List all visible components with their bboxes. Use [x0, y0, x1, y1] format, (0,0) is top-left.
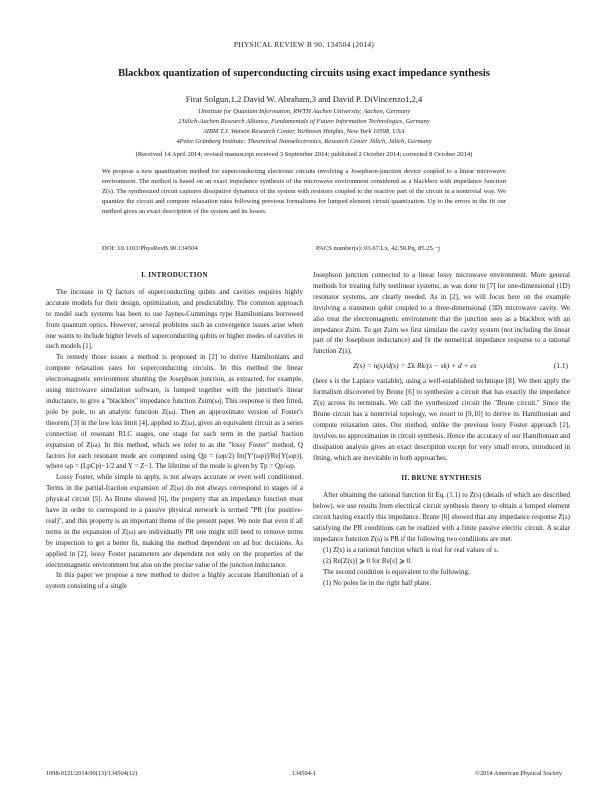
- affiliation-3: 3IBM T.J. Watson Research Center, Yorktown Heights, New York 10598, USA: [203, 128, 405, 135]
- pr-condition-2: (2) Re[Z(s)] ⩾ 0 for Re[s] ⩾ 0.: [323, 556, 412, 565]
- right-column: [313, 270, 570, 588]
- pr-condition-equivalence: The second condition is equivalent to the following.: [323, 567, 470, 576]
- footer-copyright: ©2014 American Physical Society: [475, 770, 562, 777]
- abstract: We propose a new quantization method for superconducting electronic circuits involving a Josephson-junction device coupled to a linear microwave environment. The method is based on an exact impedance synthesis of the microwave environment considered as a blackbox with impedance function Z(s). The synthesized circuit captures dissipative dynamics of the system with resistors coupled to the reactive part of the circuit in a nontrivial way. We quantize the circuit and compute relaxation rates following previous formalisms for lumped element circuit quantization. Up to the errors in the fit our method gives an exact description of the system and its losses.: [102, 168, 506, 215]
- page-number: 134504-1: [291, 770, 317, 777]
- received-dates: (Received 14 April 2014; revised manuscript received 3 September 2014; published 2 October 2014; corrected 8 October 2014): [135, 151, 473, 158]
- intro-paragraph-continued: Josephson junction connected to a linear lossy microwave environment. More general methods for treating fully nonlinear systems, as was done in [7] for one-dimensional (1D) resonator systems, are clearly needed. As in [2], we will focus here on the example involving a transmon qubit coupled to a three-dimensional (3D) microwave cavity. We also treat the electromagnetic environment that the junction sees as a blackbox with an impedance Zsim. To get Zsim we first simulate the cavity system (not including the linear part of the Josephson inductance) and fit the numerical impedance response to a rational function Z(s),: [313, 271, 570, 356]
- equation-number: (1.1): [553, 361, 568, 371]
- intro-paragraph-2: To remedy those issues a method is proposed in [2] to derive Hamiltonians and compute relaxation rates for superconducting circuits. In this method the linear electromagnetic environment shunting the Josephson junction, as extracted, for example, using microwave simulation software, is lumped together with the junction's linear inductance, to give a "blackbox" impedance function Zsim(ω). This response is then fitted, pole by pole, to an analytic function Z(ω). Then an approximate version of Foster's theorem [3] in the low loss limit [4], applied to Z(ω), gives an equivalent circuit as a series connection of resonant RLC stages, one stage for each term in the partial fraction expansion of Z(ω). In this method, which we refer to as the "lossy Foster" method, Q factors for each resonant mode are computed using Qp = (ωp/2) Im[Y′(ωp)]/Re[Y(ωp)], where ωp = (LpCp)−1/2 and Y = Z−1. The lifetime of the mode is given by Tp = Qp/ωp.: [46, 353, 303, 471]
- doi-link[interactable]: DOI: 10.1103/PhysRevB.90.134504: [102, 245, 198, 252]
- affiliation-2: 2Jülich-Aachen Research Alliance, Fundamentals of Future Information Technologies, Germany: [178, 118, 430, 125]
- brune-synthesis-paragraph: After obtaining the rational function fit Eq. (1.1) to Z(s) (details of which are described below), we use results from electrical circuit synthesis theory to obtain a lumped element circuit having exactly this impedance. Brune [6] showed that any impedance response Z(s) satisfying the PR conditions can be realized with a finite passive electric circuit. A scalar impedance function Z(s) is PR if the following two conditions are met.: [313, 491, 570, 543]
- intro-paragraph-3: Lossy Foster, while simple to apply, is not always accurate or even well conditioned. Terms in the partial-fraction expansion of Z(ω) do not always correspond to stages of a physical circuit [5]. As Brune showed [6], the property that an impedance function must have in order to correspond to a passive physical network is termed "PR (for positive-real)", and this property is an important theme of the present paper. We note that even if all terms in the expansion of Z(ω) are individually PR one might still need to remove terms by inspection to get a better fit, making the method dependent on ad hoc decisions. As applied in [2], lossy Foster parameters are dependent not only on the properties of the electromagnetic environment but also on the precise value of the junction inductance.: [46, 473, 303, 569]
- equation-body: Z(s) = n(s)/d(s) = Σk Rk/(s − sk) + d + es: [353, 361, 477, 371]
- section-heading-introduction: I. INTRODUCTION: [141, 271, 208, 279]
- paper-title: Blackbox quantization of superconducting circuits using exact impedance synthesis: [118, 68, 490, 79]
- author-list: Firat Solgun,1,2 David W. Abraham,3 and David P. DiVincenzo1,2,4: [185, 94, 423, 104]
- left-column: [46, 270, 303, 592]
- intro-paragraph-4: In this paper we propose a new method to derive a highly accurate Hamiltonian of a system consisting of a single: [46, 571, 303, 591]
- section-heading-brune-synthesis: II. BRUNE SYNTHESIS: [401, 474, 482, 483]
- brune-method-paragraph: (here s is the Laplace variable), using a well-established technique [8]. We then apply the formalism discovered by Brune [6] to synthesize a circuit that has exactly the impedance Z(s) across its terminals. We call the synthesized circuit the "Brune circuit." Since the Brune circuit has a nontrivial topology, we resort to [9,10] to derive its Hamiltonian and compute relaxation rates. Our method, unlike the previous lossy Foster approach [2], involves no approximation in circuit synthesis. Hence the accuracy of our Hamiltonian and dissipation analysis gives an exact description except for very small errors, introduced in fitting, which are inevitable in both approaches.: [313, 377, 570, 462]
- pacs-numbers: PACS number(s): 03.67.Lx, 42.50.Pq, 85.25.−j: [316, 245, 441, 252]
- footer-issn: 1098-0121/2014/90(13)/134504(12): [46, 770, 138, 777]
- affiliation-1: 1Institute for Quantum Information, RWTH Aachen University, Aachen, Germany: [197, 108, 411, 115]
- intro-paragraph-1: The increase in Q factors of superconducting qubits and cavities requires highly accurate models for their design, optimization, and predictability. The common approach to model such systems has been to use Jaynes-Cummings type Hamiltonians borrowed from quantum optics. However, several problems such as convergence issues arise when one wants to include higher levels of superconducting qubits or higher modes of cavities in such models [1].: [46, 287, 303, 351]
- journal-header: PHYSICAL REVIEW B 90, 134504 (2014): [233, 40, 375, 49]
- pr-condition-a: (1) No poles lie in the right half plane.: [323, 578, 432, 587]
- equation-1-1: [313, 357, 570, 376]
- affiliation-4: 4Peter Grünberg Institute: Theoretical Nanoelectronics, Research Center Jülich, Jülich, Germany: [176, 138, 432, 145]
- pr-condition-1: (1) Z(s) is a rational function which is real for real values of s.: [323, 545, 499, 554]
